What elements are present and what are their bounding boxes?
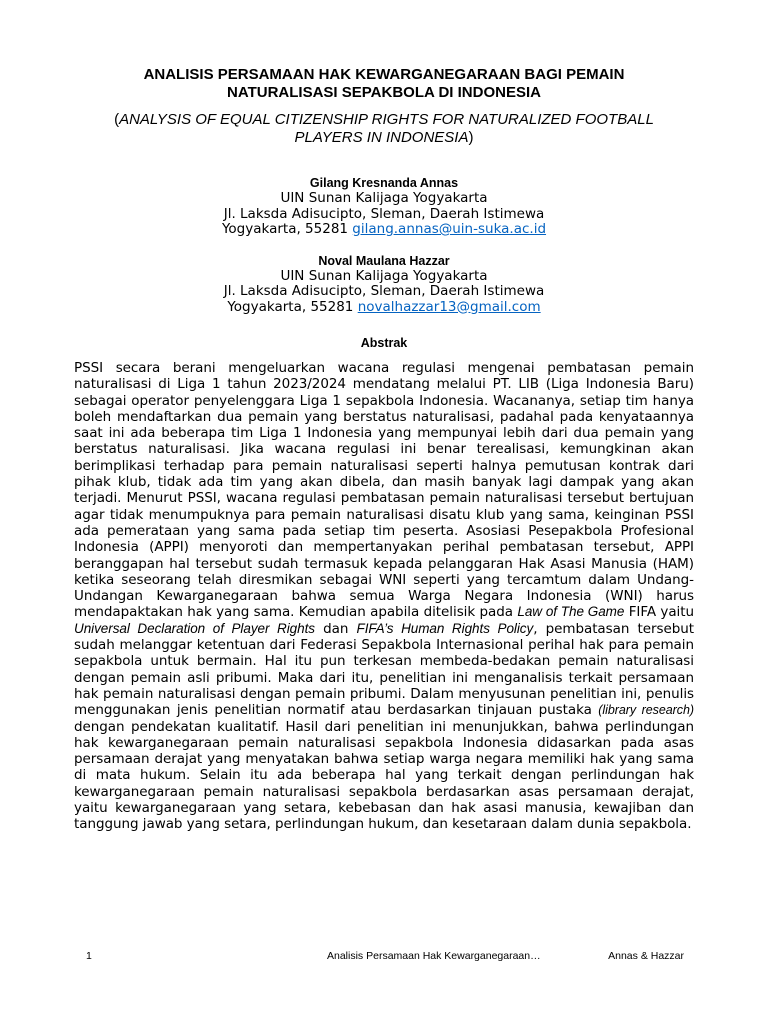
subtitle-close-paren: ) — [468, 129, 474, 146]
paper-title-line-1: ANALISIS PERSAMAAN HAK KEWARGANEGARAAN BAGI PEMAIN — [143, 66, 625, 83]
author-city-email-line — [74, 222, 694, 238]
paper-english-title — [74, 111, 694, 147]
abstract-text-part-4: , pembatasan tersebut sudah melanggar ketentuan dari Federasi Sepakbola Internasional perihal hak para pemain sepakbola untuk bermain. Hal itu pun terkesan membeda-bedakan pemain naturalisasi dengan pemain asli pribumi. Maka dari itu, penelitian ini menganalisis terkait persamaan hak pemain naturalisasi dengan pemain pribumi. Dalam menyusunan penelitian ini, penulis menggunakan jenis penelitian normatif atau berdasarkan tinjauan pustaka — [74, 620, 695, 719]
abstract-italic-law-of-the-game: Law of The Game — [517, 604, 625, 620]
author-address: Jl. Laksda Adisucipto, Sleman, Daerah Istimewa — [223, 283, 545, 299]
subtitle-line-2: PLAYERS IN INDONESIA — [294, 129, 469, 146]
subtitle-open-paren: ( — [114, 111, 120, 128]
author-city: Yogyakarta, 55281 — [221, 221, 348, 237]
abstract-text-part-1: PSSI secara berani mengeluarkan wacana regulasi mengenai pembatasan pemain naturalisasi di Liga 1 tahun 2023/2024 mendatang melalui PT. LIB (Liga Indonesia Baru) sebagai operator penyelenggara Liga 1 sepakbola Indonesia. Wacananya, setiap tim hanya boleh mendaftarkan dua pemain yang berstatus naturalisasi, padahal pada kenyataannya saat ini ada beberapa tim Liga 1 Indonesia yang mempunyai lebih dari dua pemain yang berstatus naturalisasi. Jika wacana regulasi ini benar terealisasi, kemungkinan akan berimplikasi terhadap para pemain naturalisasi seperti halnya pemutusan kontrak dari pihak klub, tidak ada tim yang akan dibela, dan masih banyak lagi dampak yang akan terjadi. Menurut PSSI, wacana regulasi pembatasan pemain naturalisasi tersebut bertujuan agar tidak menumpuknya para pemain naturalisasi disatu klub yang sama, keinginan PSSI ada pemerataan yang sama pada setiap tim peserta. Asosiasi Pesepakbola Profesional Indonesia (APPI) menyoroti dan mempertanyakan perihal pembatasan tersebut, APPI beranggapan hal tersebut sudah termasuk kepada pelanggaran Hak Asasi Manusia (HAM) ketika seseorang telah diresmikan sebagai WNI seperti yang tercamtum dalam Undang-Undangan Kewarganegaraan bahwa semua Warga Negara Indonesia (WNI) harus mendapaktakan hak yang sama. Kemudian apabila ditelisik pada — [74, 360, 694, 621]
author-city: Yogyakarta, 55281 — [227, 298, 354, 315]
abstract-italic-player-rights: Universal Declaration of Player Rights — [74, 620, 316, 636]
paper-first-page — [74, 66, 694, 833]
author-address: Jl. Laksda Adisucipto, Sleman, Daerah Istimewa — [223, 205, 545, 222]
author-block-2 — [74, 253, 694, 316]
author-affiliation: UIN Sunan Kalijaga Yogyakarta — [280, 267, 488, 284]
author-city-email-line — [74, 300, 694, 316]
running-title: Analisis Persamaan Hak Kewarganegaraan… — [327, 950, 541, 962]
page-number: 1 — [86, 950, 92, 962]
abstract-heading: Abstrak — [360, 336, 408, 350]
author-email-link[interactable]: gilang.annas@uin-suka.ac.id — [352, 221, 547, 237]
author-name: Gilang Kresnanda Annas — [309, 176, 459, 190]
paper-title — [74, 66, 694, 102]
author-name: Noval Maulana Hazzar — [318, 253, 450, 268]
paper-title-line-2: NATURALISASI SEPAKBOLA DI INDONESIA — [227, 84, 541, 101]
author-block-1 — [74, 175, 694, 238]
page-footer — [86, 950, 684, 964]
abstract-italic-fifa-policy: FIFA’s Human Rights Policy — [356, 620, 534, 636]
author-list — [74, 175, 694, 315]
subtitle-line-1: ANALYSIS OF EQUAL CITIZENSHIP RIGHTS FOR NATURALIZED FOOTBALL — [119, 111, 654, 128]
abstract-text-part-3: dan — [315, 620, 357, 637]
abstract-italic-library-research: (library research) — [598, 703, 694, 718]
abstract-text-part-2: FIFA yaitu — [624, 604, 694, 621]
author-affiliation: UIN Sunan Kalijaga Yogyakarta — [280, 190, 488, 206]
abstract-body — [74, 360, 694, 833]
abstract-text-part-5: dengan pendekatan kualitatif. Hasil dari penelitian ini menunjukkan, bahwa perlindungan hak kewarganegaraan pemain naturalisasi sepakbola Indonesia didasarkan pada asas persamaan derajat yang menyatakan bahwa setiap warga negara memiliki hak yang sama di mata hukum. Selain itu ada beberapa hal yang terkait dengan perlindungan hak kewarganegaraan pemain naturalisasi sepakbola berdasarkan asas persamaan derajat, yaitu kewarganegaraan yang setara, kebebasan dan hak asasi manusia, kewajiban dan tanggung jawab yang setara, perlindungan hukum, dan kesetaraan dalam dunia sepakbola. — [74, 718, 694, 833]
author-email-link[interactable]: novalhazzar13@gmail.com — [357, 298, 541, 315]
running-authors: Annas & Hazzar — [608, 950, 684, 962]
